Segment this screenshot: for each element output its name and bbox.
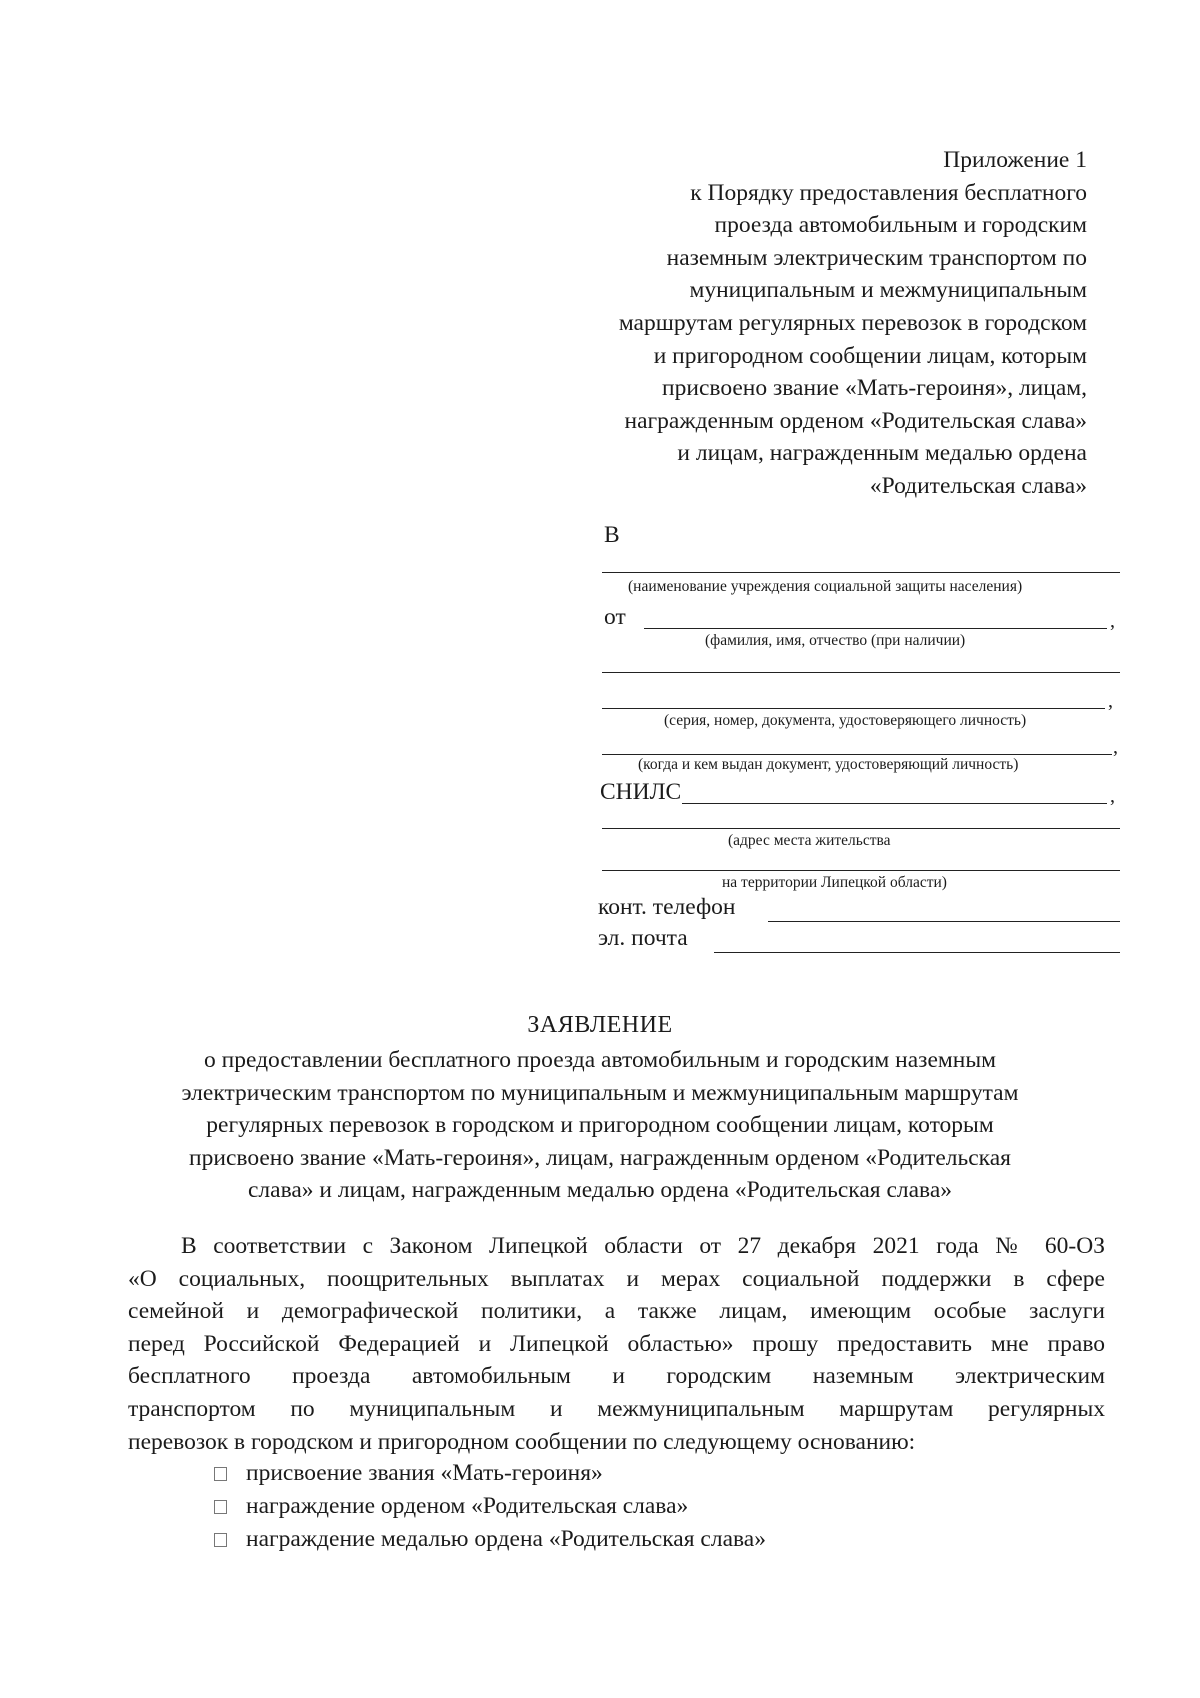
option-order-parental-glory[interactable] (212, 1490, 766, 1523)
appendix-line: муниципальным и межмуниципальным (689, 277, 1087, 304)
issued-line[interactable] (602, 754, 1112, 755)
address-caption-region: на территории Липецкой области) (722, 874, 947, 891)
appendix-line: Приложение 1 (943, 147, 1087, 173)
address-caption: (адрес места жительства (728, 832, 891, 849)
appendix-line: и пригородном сообщении лицам, которым (653, 342, 1087, 369)
checkbox[interactable] (214, 1467, 227, 1481)
comma: , (1108, 690, 1113, 712)
body-paragraph (128, 1230, 1105, 1458)
appendix-line: проезда автомобильным и городским (714, 212, 1087, 239)
address-line[interactable] (602, 828, 1120, 829)
appendix-line: «Родительская слава» (869, 472, 1087, 499)
option-mother-heroine[interactable] (212, 1457, 766, 1490)
subtitle-line: слава» и лицам, награжденным медалью ордена «Родительская слава» (247, 1177, 952, 1203)
appendix-line: наземным электрическим транспортом по (666, 244, 1087, 271)
comma: , (1110, 610, 1115, 632)
address-line-2[interactable] (602, 870, 1120, 871)
subtitle-line: о предоставлении бесплатного проезда автомобильным и городским наземным (204, 1047, 996, 1073)
checkbox[interactable] (214, 1533, 227, 1547)
appendix-line: награжденным орденом «Родительская слава» (624, 407, 1087, 434)
fio-caption: (фамилия, имя, отчество (при наличии) (705, 632, 966, 649)
option-label: присвоение звания «Мать-героиня» (246, 1460, 603, 1486)
phone-line[interactable] (768, 921, 1120, 922)
institution-caption: (наименование учреждения социальной защиты населения) (628, 578, 1023, 595)
option-medal-parental-glory[interactable] (212, 1523, 766, 1556)
checkbox[interactable] (214, 1500, 227, 1514)
subtitle-line: присвоено звание «Мать-героиня», лицам, награжденным орденом «Родительская (189, 1144, 1011, 1171)
option-label: награждение медалью ордена «Родительская слава» (246, 1526, 766, 1552)
snils-line[interactable] (682, 803, 1107, 804)
body-line: «О социальных, поощрительных выплатах и мерах социальной поддержки в сфере (128, 1265, 1105, 1292)
appendix-header (527, 144, 1087, 503)
basis-options (212, 1457, 766, 1556)
document-line[interactable] (602, 708, 1105, 709)
document-title: ЗАЯВЛЕНИЕ (527, 1012, 673, 1038)
email-label: эл. почта (598, 925, 688, 951)
comma: , (1110, 785, 1115, 807)
document-subtitle (80, 1044, 1120, 1207)
appendix-line: маршрутам регулярных перевозок в городском (618, 309, 1087, 336)
phone-label: конт. телефон (598, 894, 736, 920)
option-label: награждение орденом «Родительская слава» (246, 1493, 689, 1519)
issued-caption: (когда и кем выдан документ, удостоверяющий личность) (638, 756, 1019, 773)
institution-line[interactable] (602, 572, 1120, 573)
snils-label: СНИЛС (600, 779, 682, 805)
comma: , (1113, 736, 1118, 758)
body-line: бесплатного проезда автомобильным и городским наземным электрическим (128, 1363, 1105, 1390)
email-line[interactable] (714, 952, 1120, 953)
fio-line-2[interactable] (602, 672, 1120, 673)
appendix-line: присвоено звание «Мать-героиня», лицам, (662, 375, 1087, 402)
appendix-line: к Порядку предоставления бесплатного (690, 179, 1087, 206)
subtitle-line: электрическим транспортом по муниципальным и межмуниципальным маршрутам (181, 1079, 1019, 1106)
document-caption: (серия, номер, документа, удостоверяющего личность) (664, 712, 1027, 729)
to-label: В (604, 522, 620, 548)
body-line: перед Российской Федерацией и Липецкой областью» прошу предоставить мне право (128, 1330, 1105, 1357)
body-line: семейной и демографической политики, а также лицам, имеющим особые заслуги (128, 1298, 1105, 1325)
body-line: перевозок в городском и пригородном сообщении по следующему основанию: (128, 1428, 916, 1455)
fio-line[interactable] (644, 628, 1107, 629)
body-line: В соответствии с Законом Липецкой области от 27 декабря 2021 года № 60-ОЗ (181, 1233, 1105, 1259)
subtitle-line: регулярных перевозок в городском и пригородном сообщении лицам, которым (206, 1112, 994, 1138)
from-label: от (604, 604, 626, 630)
appendix-line: и лицам, награжденным медалью ордена (677, 440, 1087, 467)
body-line: транспортом по муниципальным и межмуниципальным маршрутам регулярных (128, 1395, 1105, 1422)
